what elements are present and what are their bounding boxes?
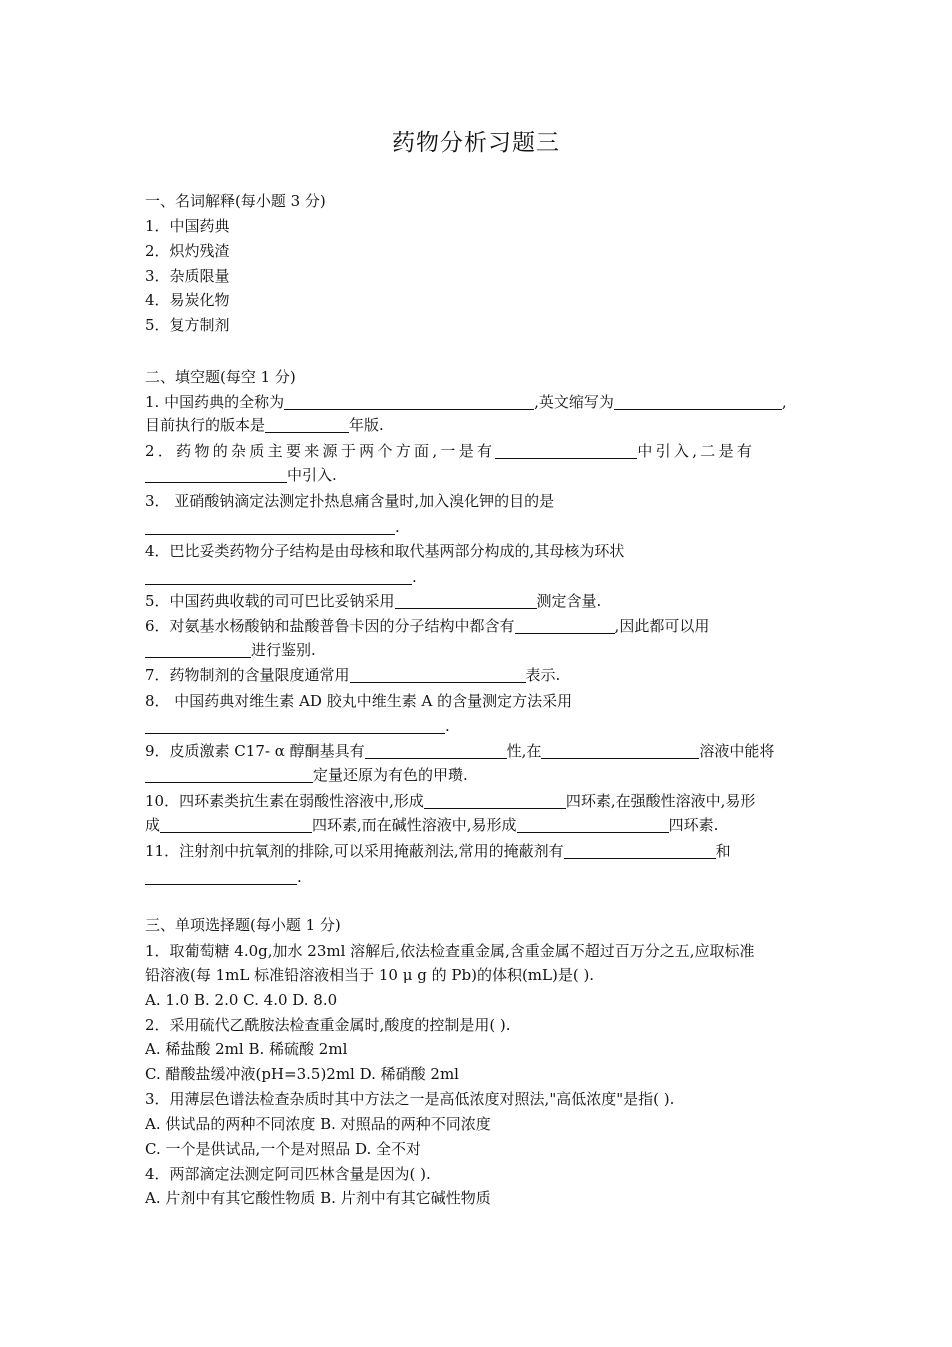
term-item: 2．炽灼残渣 <box>145 242 230 260</box>
section-2-heading: 二、填空题(每空 1 分) <box>145 368 296 386</box>
fill-q4-line1: 4．巴比妥类药物分子结构是由母核和取代基两部分构成的,其母核为环状 <box>145 542 625 560</box>
choice-q4-options-1: A. 片剂中有其它酸性物质 B. 片剂中有其它碱性物质 <box>145 1189 491 1207</box>
fill-q3-line1: 3． 亚硝酸钠滴定法测定扑热息痛含量时,加入溴化钾的目的是 <box>145 492 555 510</box>
answer-blank[interactable] <box>515 619 615 634</box>
answer-blank[interactable] <box>395 594 537 609</box>
answer-blank[interactable] <box>145 768 313 783</box>
answer-blank[interactable] <box>145 520 395 535</box>
fill-q9-line1: 9．皮质激素 C17- α 醇酮基具有 性,在 溶液中能将 <box>145 742 775 760</box>
answer-blank[interactable] <box>350 668 526 683</box>
term-item: 1．中国药典 <box>145 217 230 235</box>
fill-q5: 5．中国药典收载的司可巴比妥钠采用 测定含量. <box>145 592 602 610</box>
answer-blank[interactable] <box>145 468 287 483</box>
answer-blank[interactable] <box>145 719 445 734</box>
choice-q1-options: A. 1.0 B. 2.0 C. 4.0 D. 8.0 <box>145 991 338 1009</box>
answer-blank[interactable] <box>564 844 716 859</box>
answer-blank[interactable] <box>145 643 251 658</box>
fill-q3-line2: . <box>145 516 810 538</box>
choice-q3-options-1: A. 供试品的两种不同浓度 B. 对照品的两种不同浓度 <box>145 1115 491 1133</box>
term-item: 3．杂质限量 <box>145 267 230 285</box>
fill-q1-line2: 目前执行的版本是 年版. <box>145 416 384 434</box>
answer-blank[interactable] <box>160 818 312 833</box>
answer-blank[interactable] <box>517 818 669 833</box>
fill-q8-line2: . <box>145 715 810 737</box>
choice-q3-options-2: C. 一个是供试品,一个是对照品 D. 全不对 <box>145 1140 422 1158</box>
answer-blank[interactable] <box>265 418 349 433</box>
fill-q11-line2: . <box>145 866 810 888</box>
page-title: 药物分析习题三 <box>392 130 560 156</box>
fill-q2-line2: 中引入. <box>145 464 810 486</box>
choice-q2-options-1: A. 稀盐酸 2ml B. 稀硫酸 2ml <box>145 1040 348 1058</box>
answer-blank[interactable] <box>145 570 412 585</box>
fill-q11-line1: 11．注射剂中抗氧剂的排除,可以采用掩蔽剂法,常用的掩蔽剂有 和 <box>145 842 731 860</box>
fill-q1-line1: 1. 中国药典的全称为 ,英文缩写为 , <box>145 393 787 411</box>
fill-q6-line1: 6．对氨基水杨酸钠和盐酸普鲁卡因的分子结构中都含有 ,因此都可以用 <box>145 617 710 635</box>
answer-blank[interactable] <box>284 395 534 410</box>
fill-q2-line1: 2．药物的杂质主要来源于两个方面,一是有 中引入,二是有 <box>145 442 756 460</box>
fill-q10-line2: 成 四环素,而在碱性溶液中,易形成 四环素. <box>145 816 719 834</box>
choice-q3: 3．用薄层色谱法检查杂质时其中方法之一是高低浓度对照法,"高低浓度"是指( ). <box>145 1090 675 1108</box>
answer-blank[interactable] <box>614 395 782 410</box>
choice-q2-options-2: C. 醋酸盐缓冲液(pH=3.5)2ml D. 稀硝酸 2ml <box>145 1065 459 1083</box>
section-3-heading: 三、单项选择题(每小题 1 分) <box>145 916 341 934</box>
answer-blank[interactable] <box>365 744 507 759</box>
section-1-heading: 一、名词解释(每小题 3 分) <box>145 192 326 210</box>
term-item: 4．易炭化物 <box>145 291 230 309</box>
answer-blank[interactable] <box>495 444 637 459</box>
answer-blank[interactable] <box>145 870 297 885</box>
choice-q1-line2: 铅溶液(每 1mL 标准铅溶液相当于 10 μ g 的 Pb)的体积(mL)是( ). <box>145 966 595 984</box>
fill-q8-line1: 8． 中国药典对维生素 AD 胶丸中维生素 A 的含量测定方法采用 <box>145 692 573 710</box>
fill-q4-line2: . <box>145 566 810 588</box>
fill-q9-line2: 定量还原为有色的甲瓒. <box>145 764 810 786</box>
choice-q2: 2．采用硫代乙酰胺法检查重金属时,酸度的控制是用( ). <box>145 1016 511 1034</box>
choice-q1-line1: 1．取葡萄糖 4.0g,加水 23ml 溶解后,依法检查重金属,含重金属不超过百万分之五,应取标准 <box>145 942 755 960</box>
choice-q4: 4．两部滴定法测定阿司匹林含量是因为( ). <box>145 1165 431 1183</box>
answer-blank[interactable] <box>541 744 699 759</box>
term-item: 5．复方制剂 <box>145 316 230 334</box>
fill-q7: 7．药物制剂的含量限度通常用 表示. <box>145 666 561 684</box>
fill-q6-line2: 进行鉴别. <box>145 639 810 661</box>
fill-q10-line1: 10．四环素类抗生素在弱酸性溶液中,形成 四环素,在强酸性溶液中,易形 <box>145 792 756 810</box>
answer-blank[interactable] <box>424 794 566 809</box>
